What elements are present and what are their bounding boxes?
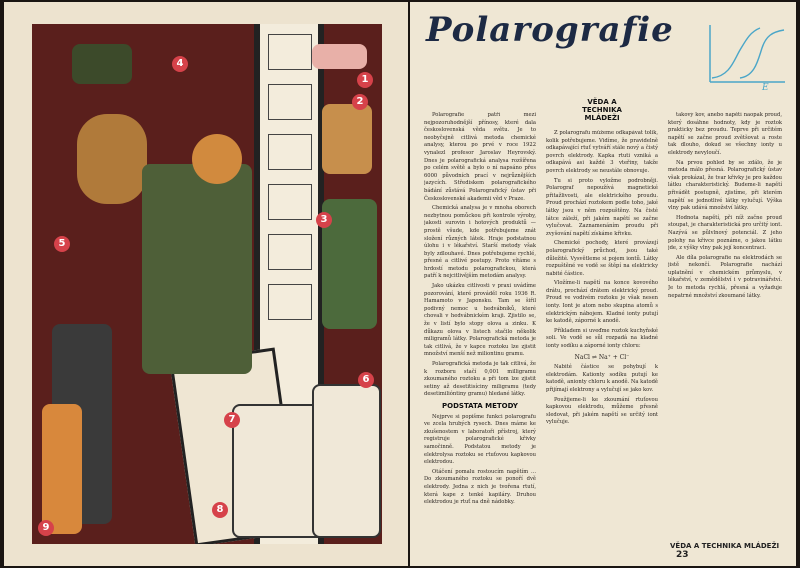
film-frame: [268, 234, 312, 270]
callout-number: 7: [224, 412, 240, 428]
article-column-1: [424, 112, 536, 537]
paragraph: Nabité částice se pohybují k elektrodám. Kationty sodíku putují ke katodě, anionty chloru k anodě. Na katodě přijímají elektrony a vylučují se jako kov.: [546, 364, 658, 393]
puppet-illustration: [32, 24, 382, 544]
callout-number: 5: [54, 236, 70, 252]
section-tag: VĚDA A TECHNIKA MLÁDEŽI: [582, 98, 622, 122]
paragraph: Jako ukázku citlivosti v praxi uvádíme pozorování, které prováděl roku 1936 R. Hamamoto v Japonsku. Tam se šiřil podivný nemoc u hedvábníků, které chovali v hedvábnickém kraji. Zjistilo se, že v listí bylo stopy olova a zinku. K důkazu olova v listech stačilo několik miligramů látky. Polarografická metoda je tak citlivá, že v kapce roztoku lze zjistit množství menší než miliontinu gramu.: [424, 283, 536, 358]
puppet-hand: [312, 44, 367, 69]
paragraph: Otáčení pomalu rostoucím napětím ... Do zkoumaného roztoku se ponoří dvě elektrody. Jedna z nich je tvořena rtutí, která kape z tenké kapiláry. Druhou elektrodou je rtuť na dně nádobky.: [424, 468, 536, 506]
paragraph: Nejprve si popišme funkci polarografu ve zcela hrubých rysech. Dnes máme ke zkušenostem v laboratoři přístroj, který registruje polarografické křivky samočinně. Podstatou metody je elektrolysa roztoku se rtuťovou kapkovou elektrodou.: [424, 413, 536, 466]
film-frame: [268, 284, 312, 320]
article-column-2: [546, 130, 658, 538]
chemical-equation: NaCl ⇌ Na⁺ + Cl⁻: [574, 353, 630, 361]
cartoon-soldier-drawing: [312, 384, 381, 538]
callout-number: 1: [357, 72, 373, 88]
paragraph: Hodnota napětí, při níž začne proud stoupat, je charakteristická pro určitý iont. Nazývá se půlvlnový potenciál. Z jeho polohy na křivce poznáme, o jakou látku jde, z výšky vlny pak její koncentraci.: [668, 214, 782, 252]
film-frame: [268, 84, 312, 120]
page-title: Polarografie: [426, 10, 674, 50]
paragraph: takový kov, anebo napětí naopak proud, který dosáhne hodnoty, kdy je roztok prakticky bez proudu. Teprve při určitém napětí se začne proud zvětšovat a roste tak dlouho, dokud se všechny ionty u elektrody nevyloučí.: [668, 112, 782, 156]
film-frame: [268, 134, 312, 170]
curve-label: E: [762, 83, 769, 90]
paragraph: Tu si proto vyložme podrobněji. Polarograf nepoužívá magnetické přitažlivosti, ale elektrického proudu. Proud prochází roztokem podle toho, jaké látky jsou v něm rozpuštěny. Na čisté látce záleží, při jakém napětí se začne vylučovat. Zaznamenáním proudu při zvyšování napětí získáme křivku.: [546, 177, 658, 237]
polarographic-curve-icon: [700, 20, 790, 90]
paragraph: Polarografická metoda je tak citlivá, že k rozboru stačí 0,001 milligramu zkoumaného roztoku a při tom lze zjistit setiny až desetitisíciny miligramu (tedy desetimilióntiny gramu) hledané látky.: [424, 361, 536, 398]
footer-magazine: VĚDA A TECHNIKA MLÁDEŽI: [670, 542, 780, 550]
puppet-arm: [42, 404, 82, 534]
paragraph: Příkladem si uveďme roztok kuchyňské soli. Ve vodě se sůl rozpadá na kladné ionty sodíku a záporné ionty chloru:: [546, 327, 658, 350]
paragraph: Na prvou pohled by se zdálo, že je metoda málo přesná. Polarografický ústav však prokázal, že tvar křivky je pro každou látku charakteristický. Budeme-li napětí přivádět postupně, zjistíme, při kterém napětí se jednotlivé látky vylučují. Výška vlny pak udává množství látky.: [668, 159, 782, 212]
callout-number: 3: [316, 212, 332, 228]
film-frame: [268, 34, 312, 70]
callout-number: 9: [38, 520, 54, 536]
callout-number: 4: [172, 56, 188, 72]
callout-number: 2: [352, 94, 368, 110]
page-number: 23: [676, 550, 689, 560]
paragraph: Vložíme-li napětí na konce kovového drátu, prochází drátem elektrický proud. Proud ve vodivém roztoku je však nesen ionty. Iont je atom nebo skupina atomů s elektrickým nábojem. Kladné ionty putují ke katodě, záporné k anodě.: [546, 280, 658, 325]
callout-number: 6: [358, 372, 374, 388]
paragraph: Polarografie patří mezi nejpozoruhodnější přínosy, které dala československá věda světu. Je to neobyčejně citlivá metoda chemické analysy, kterou po prvé v roce 1922 vynalezl profesor Jaroslav Heyrovský. Dnes je polarografická analysa rozšířena po celém světě a bylo o ní napsáno přes 6000 původních prací v nejrůznějších jazycích. Střediskem polarografického bádání zůstává Polarografický ústav při Československé akademii věd v Praze.: [424, 112, 536, 202]
paragraph: Chemická analysa je v mnoha oborech nezbytnou pomůckou při kontrole výroby, jakosti surovin i hotových produktů — prostě všude, kde potřebujeme znát složení různých látek. Hraje podstatnou úlohu i v lékařství. Starší metody však byly zdlouhavé. Dnes potřebujeme rychlé, přesné a citlivé postupy. Proto vítáme s hrdostí metodu polarografickou, která patří k nejcitlivějším metodám analysy.: [424, 205, 536, 280]
film-frame: [268, 184, 312, 220]
callout-number: 8: [212, 502, 228, 518]
article-column-3: [668, 112, 782, 537]
left-page: [4, 2, 408, 566]
paragraph: Z polarografu můžeme odkapávat tolik, kolik potřebujeme. Vidíme, že pravidelně odkapávající rtuť vytváří stále nový a čistý povrch elektrody. Kapka rtuti vzniká a odkapává asi každé 3 vteřiny, takže povrch elektrody se neustále obnovuje.: [546, 130, 658, 174]
paragraph: Použijeme-li ke zkoumání rtuťovou kapkovou elektrodu, můžeme přesně sledovat, při jakém napětí se určitý iont vylučuje.: [546, 396, 658, 426]
paragraph: Ale díla polarografie na elektrodách se jistě nekončí. Polarografie nachází uplatnění v chemickém průmyslu, v lékařství, v zemědělství i v potravinářství. Je to metoda rychlá, přesná a vyžaduje nepatrné množství zkoumané látky.: [668, 254, 782, 299]
section-heading: PODSTATA METODY: [442, 401, 518, 410]
puppet-wooden-head: [77, 114, 147, 204]
paragraph: Chemické pochody, které provázejí polarografický průchod, jsou také důležité. Vysvětleme si pojem iontů. Látky rozpuštěné ve vodě se štěpí na elektricky nabité částice.: [546, 240, 658, 277]
right-page: [410, 2, 796, 566]
puppet-foot: [322, 104, 372, 174]
page-footer: [670, 542, 796, 560]
puppet-soldier-face: [192, 134, 242, 184]
puppet-soldier-body: [142, 164, 252, 374]
puppet-soldier-hat: [72, 44, 132, 84]
